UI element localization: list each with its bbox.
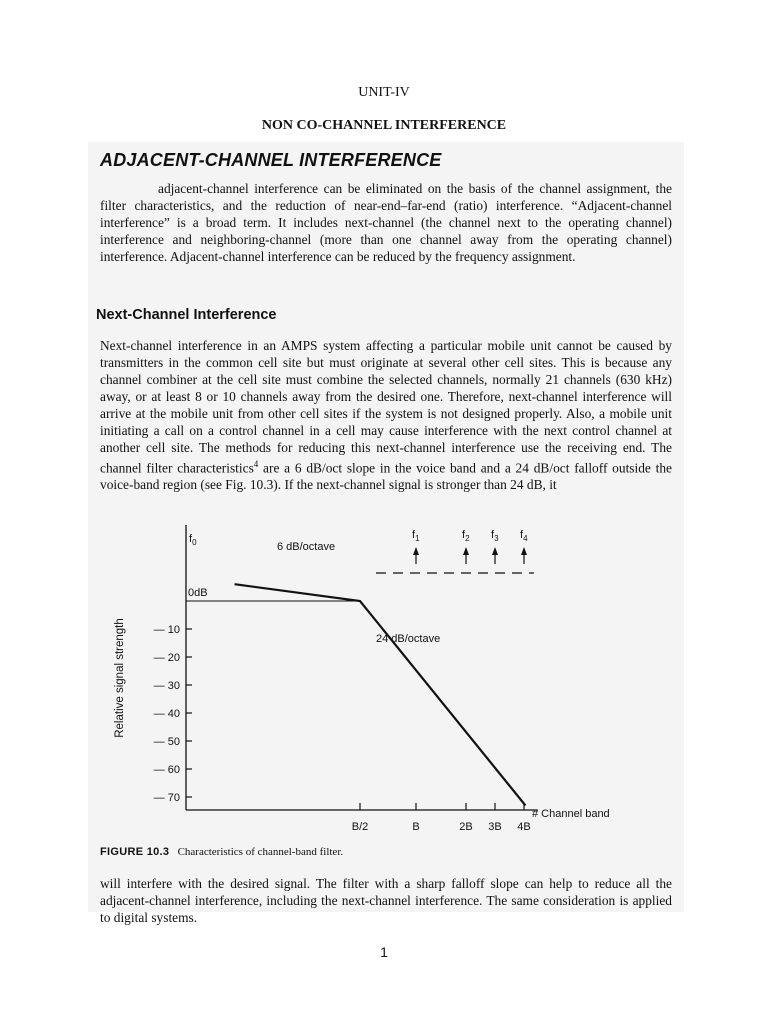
paragraph-next-channel [100, 337, 672, 493]
channel-markers [412, 529, 528, 564]
channel-marker-arrowhead [463, 547, 469, 555]
figure-caption [100, 846, 343, 858]
f0-label: $f_0$ [189, 533, 197, 547]
x-ticks [352, 803, 531, 833]
channel-marker-label: $f_4$ [520, 529, 528, 543]
y-tick-label: — 60 [153, 764, 180, 776]
figure-label: FIGURE 10.3 [100, 846, 170, 858]
section-heading-next-channel: Next-Channel Interference [96, 307, 277, 323]
channel-marker-arrowhead [492, 547, 498, 555]
y-tick-label: — 50 [153, 736, 180, 748]
y-tick-label: — 70 [153, 792, 180, 804]
figure-caption-text: Characteristics of channel-band filter. [177, 846, 344, 858]
y-tick-label: — 40 [153, 708, 180, 720]
x-tick-label: B/2 [351, 821, 369, 833]
channel-marker-arrowhead [521, 547, 527, 555]
channel-marker-label: $f_3$ [491, 529, 499, 543]
y-tick-label: — 20 [153, 652, 180, 664]
paragraph-next-channel-part-b: are a 6 dB/oct slope in the voice band and a 24 dB/oct falloff outside the voice-band region (see Fig. 10.3). If the next-channel signal is stronger than 24 dB, it [100, 460, 672, 493]
paragraph-adjacent-channel: adjacent-channel interference can be eliminated on the basis of the channel assignment, the filter characteristics, and the reduction of near-end–far-end (ratio) interference. “Adjacent-channel interference” is a broad term. It includes next-channel (the channel next to the operating channel) interference and neighboring-channel (more than one channel away from the operating channel) interference. Adjacent-channel interference can be reduced by the frequency assignment. [100, 181, 672, 264]
scanned-page [88, 142, 684, 925]
page-title: NON CO-CHANNEL INTERFERENCE [261, 118, 507, 133]
filter-response-curve [235, 584, 526, 805]
y-ticks [154, 587, 208, 804]
x-axis-label: # Channel band [532, 808, 610, 820]
x-tick-label: 2B [459, 821, 473, 833]
unit-label: UNIT-IV [358, 85, 410, 100]
y-tick-label: — 10 [153, 624, 180, 636]
channel-marker-arrowhead [413, 547, 419, 555]
channel-marker-label: $f_1$ [412, 529, 420, 543]
y-axis-label: Relative signal strength [114, 618, 126, 738]
section-heading-adjacent-channel: ADJACENT-CHANNEL INTERFERENCE [100, 150, 442, 170]
filter-characteristics-chart [98, 520, 678, 845]
footnote-marker: 4 [253, 459, 259, 469]
paragraph-next-channel-part-a: Next-channel interference in an AMPS system affecting a particular mobile unit cannot be caused by transmitters in the common cell site but must originate at several other cell sites. This is because any channel combiner at the cell site must combine the selected channels, normally 21 channels (630 kHz) away, or at least 8 or 10 channels away from the desired one. Therefore, next-channel interference will arrive at the mobile unit from other cell sites if the system is not designed properly. Also, a mobile unit initiating a call on a control channel in a cell may cause interference with the next control channel at another cell site. The methods for reducing this next-channel interference use the receiving end. The channel filter characteristics [100, 338, 672, 476]
channel-marker-label: $f_2$ [462, 529, 470, 543]
slope-label-24db: 24 dB/octave [376, 633, 441, 645]
slope-label-6db: 6 dB/octave [277, 541, 336, 553]
x-tick-label: 4B [517, 821, 531, 833]
y-tick-label: — 30 [153, 680, 180, 692]
y-tick-label: 0dB [188, 587, 208, 599]
paragraph-conclusion: will interfere with the desired signal. The filter with a sharp falloff slope can help to reduce all the adjacent-channel interference, including the next-channel interference. The same consideration is applied to digital systems. [100, 876, 672, 925]
x-tick-label: 3B [488, 821, 502, 833]
x-tick-label: B [412, 821, 420, 833]
page-number: 1 [380, 944, 388, 960]
